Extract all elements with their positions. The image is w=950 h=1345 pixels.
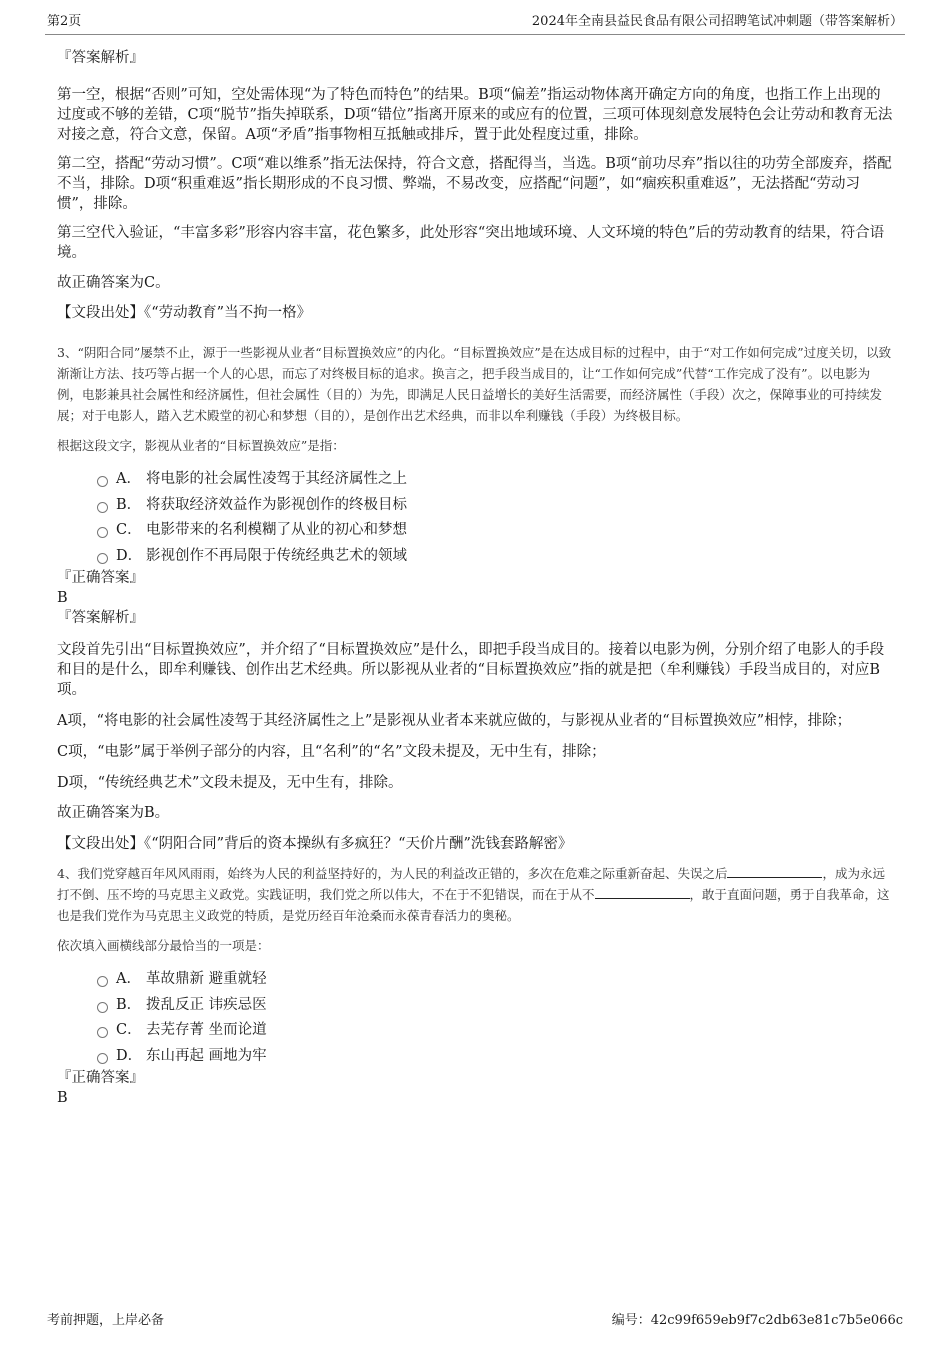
q3-source: 【文段出处】《“阴阳合同”背后的资本操纵有多疯狂？“天价片酬”洗钱套路解密》 (57, 836, 573, 852)
q3-analysis-para2: A项，“将电影的社会属性凌驾于其经济属性之上”是影视从业者本来就应做的，与影视从业者的“目标置换效应”相悖，排除； (57, 713, 852, 729)
option-letter: C． (116, 1022, 142, 1038)
page-footer (45, 1312, 905, 1332)
answer-blank (727, 865, 822, 878)
q2-source: 【文段出处】《“劳动教育”当不拘一格》 (57, 305, 312, 321)
radio-button-icon[interactable] (97, 476, 108, 487)
radio-button-icon[interactable] (97, 502, 108, 513)
option-letter: D． (116, 547, 143, 564)
q4-stem-part2: ，成为永远打不倒、压不垮的马克思主义政党。实践证明，我们党之所以伟大，不在于不犯错误，而在于从不 (57, 866, 885, 902)
answer-blank (595, 886, 690, 899)
option-text: 将获取经济效益作为影视创作的终极目标 (146, 496, 407, 513)
option-letter: B． (116, 496, 142, 513)
option-letter: D． (116, 1047, 143, 1064)
q4-option-c[interactable] (97, 1020, 895, 1046)
option-letter: A． (116, 471, 141, 487)
option-text: 影视创作不再局限于传统经典艺术的领域 (146, 547, 407, 564)
q3-option-c[interactable] (97, 520, 895, 546)
footer-slogan: 考前押题，上岸必备 (47, 1313, 165, 1328)
q3-analysis-para3: C项，“电影”属于举例子部分的内容，且“名利”的“名”文段未提及，无中生有，排除； (57, 744, 606, 760)
page-number: 第2页 (47, 14, 82, 29)
q4-option-b[interactable] (97, 995, 895, 1021)
q4-answer-label: 『正确答案』 (57, 1070, 144, 1086)
q3-answer: B (57, 590, 68, 606)
radio-button-icon[interactable] (97, 1053, 108, 1064)
option-letter: A． (116, 971, 141, 987)
q2-analysis-label: 『答案解析』 (57, 50, 144, 66)
option-letter: B． (116, 996, 142, 1013)
option-text: 去芜存菁 坐而论道 (146, 1022, 267, 1038)
q4-stem (57, 863, 895, 926)
radio-button-icon[interactable] (97, 553, 108, 564)
document-id: 编号：42c99f659eb9f7c2db63e81c7b5e066c (611, 1313, 903, 1328)
q3-analysis-para1: 文段首先引出“目标置换效应”，并介绍了“目标置换效应”是什么，即把手段当成目的。接着以电影为例，分别介绍了电影人的手段和目的是什么，即牟利赚钱、创作出艺术经典。所以影视从业者的“目标置换效应”指的就是把（牟利赚钱）手段当成目的，对应B项。 (57, 642, 885, 698)
q3-option-b[interactable] (97, 495, 895, 521)
q3-options (57, 469, 895, 571)
q3-question: 根据这段文字，影视从业者的“目标置换效应”是指： (57, 438, 345, 453)
q2-analysis-para1: 第一空，根据“否则”可知，空处需体现“为了特色而特色”的结果。B项“偏差”指运动物体离开确定方向的角度，也指工作上出现的过度或不够的差错，C项“脱节”指失掉联系，D项“错位”指离开原来的或应有的位置，三项可体现刻意发展特色会让劳动和教育无法对接之意，符合文意，保留。A项“矛盾”指事物相互抵触或排斥，置于此处程度过重，排除。 (57, 87, 893, 143)
q4-question: 依次填入画横线部分最恰当的一项是： (57, 938, 270, 953)
q3-stem: 3、“阴阳合同”屡禁不止，源于一些影视从业者“目标置换效应”的内化。“目标置换效应”是在达成目标的过程中，由于“对工作如何完成”过度关切，以致渐渐让方法、技巧等占据一个人的心思，而忘了对终极目标的追求。换言之，把手段当成目的，让“工作如何完成”代替“工作完成了没有”。以电影为例，电影兼具社会属性和经济属性，但社会属性（目的）为先，即满足人民日益增长的美好生活需要，而经济属性（手段）次之，保障事业的可持续发展；对于电影人，踏入艺术殿堂的初心和梦想（目的），是创作出艺术经典，而非以牟利赚钱（手段）为终极目标。 (57, 345, 892, 423)
option-text: 东山再起 画地为牢 (146, 1047, 267, 1064)
q2-analysis-para2: 第二空，搭配“劳动习惯”。C项“难以维系”指无法保持，符合文意，搭配得当，当选。B项“前功尽弃”指以往的功劳全部废弃，搭配不当，排除。D项“积重难返”指长期形成的不良习惯、弊端，不易改变，应搭配“问题”，如“痼疾积重难返”，无法搭配“劳动习惯”，排除。 (57, 156, 892, 212)
option-text: 将电影的社会属性凌驾于其经济属性之上 (146, 471, 407, 487)
page-header (45, 12, 905, 35)
q4-option-a[interactable] (97, 969, 895, 995)
q3-answer-label: 『正确答案』 (57, 570, 144, 586)
option-text: 革故鼎新 避重就轻 (146, 971, 267, 987)
q4-stem-part3: ，敢于直面问题，勇于自我革命，这也是我们党作为马克思主义政党的特质，是党历经百年沧桑而永葆青春活力的奥秘。 (57, 887, 890, 923)
radio-button-icon[interactable] (97, 1027, 108, 1038)
option-letter: C． (116, 522, 142, 538)
q3-analysis-para4: D项，“传统经典艺术”文段未提及，无中生有，排除。 (57, 775, 403, 791)
q4-answer: B (57, 1090, 68, 1106)
q2-analysis-para3: 第三空代入验证，“丰富多彩”形容内容丰富，花色繁多，此处形容“突出地域环境、人文环境的特色”后的劳动教育的结果，符合语境。 (57, 225, 885, 261)
radio-button-icon[interactable] (97, 976, 108, 987)
q2-conclusion: 故正确答案为C。 (57, 275, 170, 291)
document-title: 2024年全南县益民食品有限公司招聘笔试冲刺题（带答案解析） (531, 14, 903, 29)
radio-button-icon[interactable] (97, 527, 108, 538)
q4-stem-part1: 4、我们党穿越百年风风雨雨，始终为人民的利益坚持好的，为人民的利益改正错的，多次在危难之际重新奋起、失误之后 (57, 866, 728, 881)
q3-conclusion: 故正确答案为B。 (57, 805, 170, 821)
page-content (57, 45, 895, 1108)
q4-options (57, 969, 895, 1071)
q3-analysis-label: 『答案解析』 (57, 610, 144, 626)
option-text: 拨乱反正 讳疾忌医 (146, 996, 267, 1013)
option-text: 电影带来的名利模糊了从业的初心和梦想 (146, 522, 407, 538)
radio-button-icon[interactable] (97, 1002, 108, 1013)
q3-option-a[interactable] (97, 469, 895, 495)
